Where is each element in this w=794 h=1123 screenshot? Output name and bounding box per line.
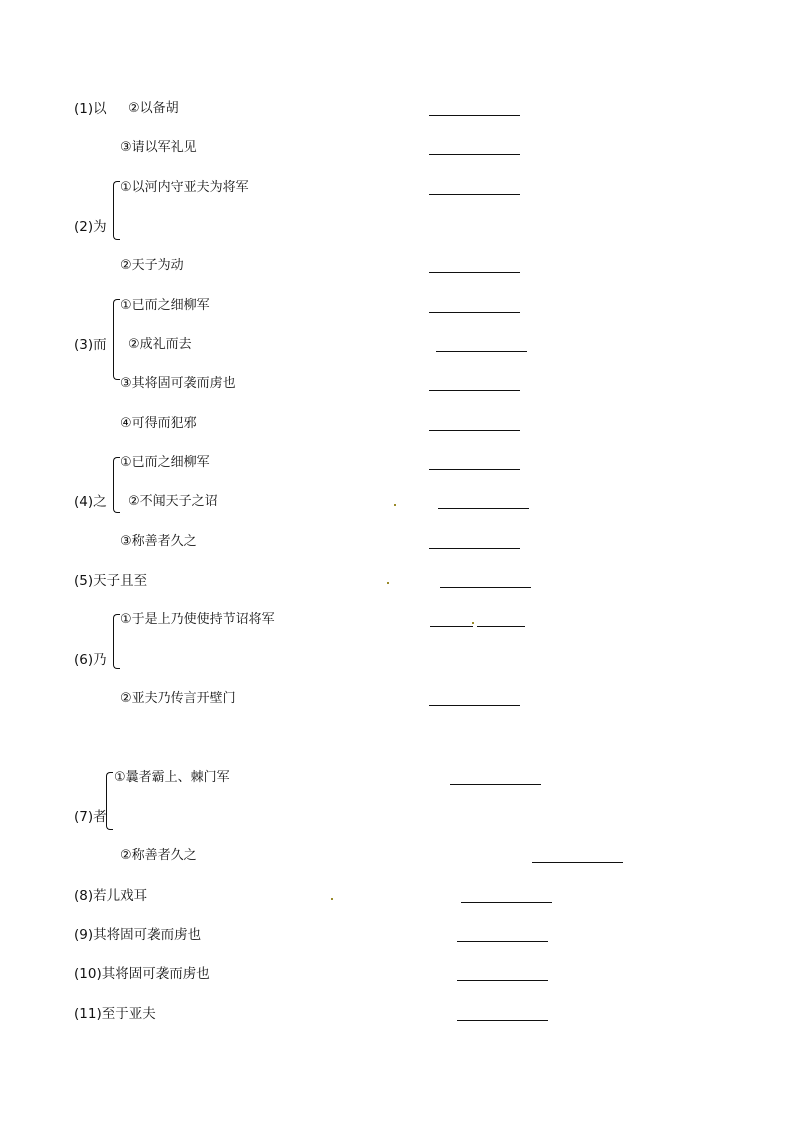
item-2-sentence-2: ②天子为动 [120, 258, 184, 273]
item-7-sentence-1: ①曩者霸上、棘门军 [114, 770, 230, 785]
item-8-label: (8)若儿戏耳 [74, 888, 148, 904]
answer-blank-3-1[interactable] [429, 312, 520, 313]
item-2-sentence-1: ①以河内守亚夫为将军 [120, 180, 249, 195]
answer-blank-4-2[interactable] [438, 508, 529, 509]
brace-6 [113, 614, 120, 669]
item-6-sentence-1: ①于是上乃使使持节诏将军 [120, 612, 275, 627]
item-4-label: (4)之 [74, 494, 107, 510]
answer-blank-2-2[interactable] [429, 272, 520, 273]
item-1-sentence-2: ②以备胡 [128, 101, 179, 116]
brace-7 [106, 772, 113, 830]
item-3-sentence-3: ③其将固可袭而虏也 [120, 376, 236, 391]
brace-2 [113, 181, 120, 240]
item-3-label: (3)而 [74, 337, 107, 353]
item-1-sentence-3: ③请以军礼见 [120, 140, 197, 155]
item-4-sentence-2: ②不闻天子之诏 [128, 494, 218, 509]
answer-blank-10[interactable] [457, 980, 548, 981]
item-6-sentence-2: ②亚夫乃传言开壁门 [120, 691, 236, 706]
item-7-sentence-2: ②称善者久之 [120, 848, 197, 863]
answer-blank-4-3[interactable] [429, 548, 520, 549]
answer-blank-6-1b[interactable] [477, 626, 525, 627]
answer-blank-7-2[interactable] [532, 862, 623, 863]
answer-blank-9[interactable] [457, 941, 548, 942]
answer-blank-3-3[interactable] [429, 390, 520, 391]
item-9-label: (9)其将固可袭而虏也 [74, 927, 202, 943]
answer-blank-1-3[interactable] [429, 154, 520, 155]
answer-blank-6-1a[interactable] [430, 626, 473, 627]
item-10-label: (10)其将固可袭而虏也 [74, 966, 210, 982]
answer-blank-8[interactable] [461, 902, 552, 903]
brace-3 [113, 299, 120, 380]
answer-blank-2-1[interactable] [429, 194, 520, 195]
stray-dot [331, 898, 333, 900]
item-1-label: (1)以 [74, 101, 107, 117]
item-11-label: (11)至于亚夫 [74, 1006, 156, 1022]
answer-blank-3-2[interactable] [436, 351, 527, 352]
item-3-sentence-4: ④可得而犯邪 [120, 416, 197, 431]
item-3-sentence-1: ①已而之细柳军 [120, 298, 210, 313]
stray-dot [394, 504, 396, 506]
item-3-sentence-2: ②成礼而去 [128, 337, 192, 352]
answer-blank-5[interactable] [440, 587, 531, 588]
stray-dot [472, 622, 474, 624]
answer-blank-6-2[interactable] [429, 705, 520, 706]
answer-blank-11[interactable] [457, 1020, 548, 1021]
item-7-label: (7)者 [74, 809, 107, 825]
item-6-label: (6)乃 [74, 652, 107, 668]
item-2-label: (2)为 [74, 219, 107, 235]
stray-dot [387, 582, 389, 584]
item-4-sentence-1: ①已而之细柳军 [120, 455, 210, 470]
item-5-label: (5)天子且至 [74, 573, 148, 589]
answer-blank-4-1[interactable] [429, 469, 520, 470]
answer-blank-7-1[interactable] [450, 784, 541, 785]
item-4-sentence-3: ③称善者久之 [120, 534, 197, 549]
answer-blank-1-2[interactable] [429, 115, 520, 116]
answer-blank-3-4[interactable] [429, 430, 520, 431]
brace-4 [113, 457, 120, 513]
